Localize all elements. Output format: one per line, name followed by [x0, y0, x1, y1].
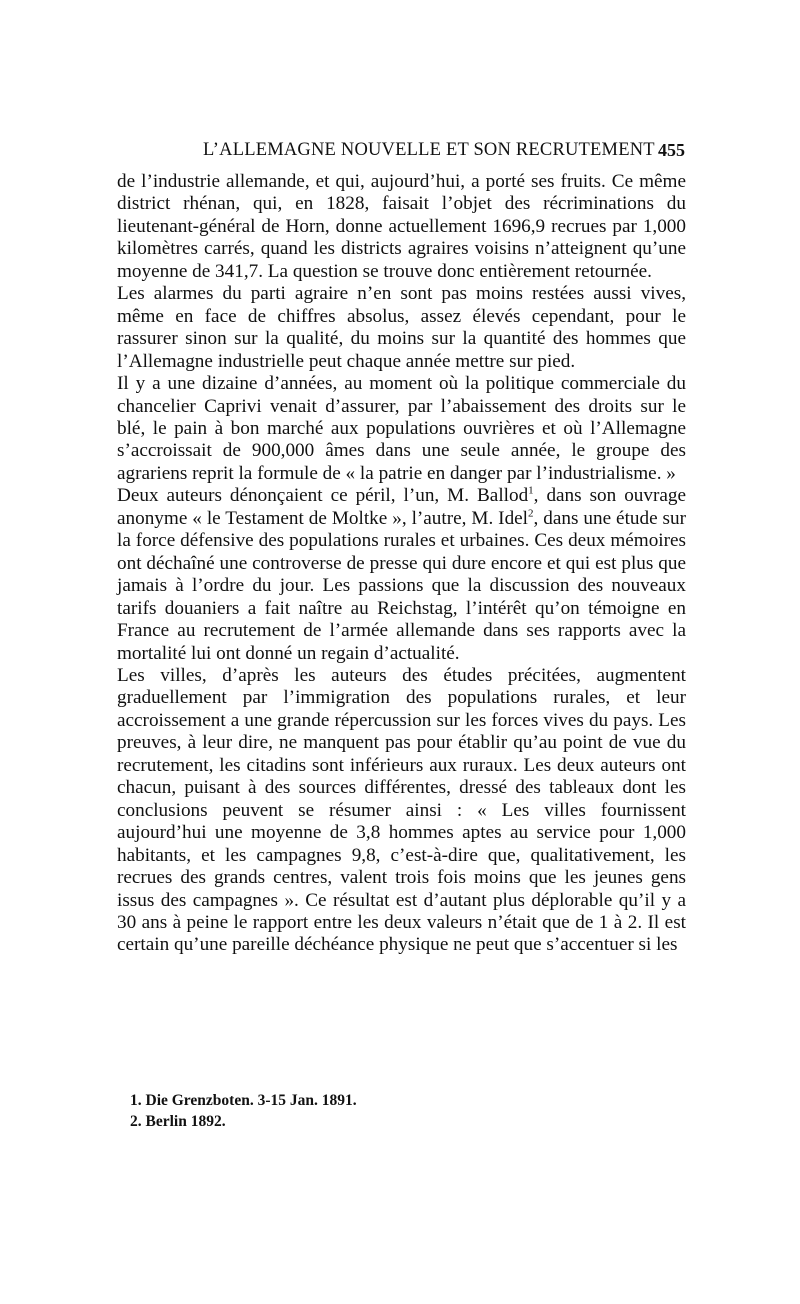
- running-head: [117, 140, 685, 166]
- paragraph: de l’industrie allemande, et qui, aujourd’hui, a porté ses fruits. Ce même district rhénan, qui, en 1828, faisait l’objet des récriminations du lieutenant-général de Horn, donne actuellement 1696,9 recrues par 1,000 kilomètres carrés, quand les districts agraires voisins n’atteignent qu’une moyenne de 341,7. La question se trouve donc entièrement retournée.: [117, 171, 686, 282]
- running-title: L’ALLEMAGNE NOUVELLE ET SON RECRUTEMENT: [203, 140, 655, 160]
- paragraph-text: , dans son ouvrage anonyme « le Testament de Moltke », l’autre, M. Idel: [117, 485, 686, 529]
- paragraph: Il y a une dizaine d’années, au moment où la politique commerciale du chancelier Caprivi venait d’assurer, par l’abaissement des droits sur le blé, le pain à bon marché aux populations ouvrières et où l’Allemagne s’accroissait de 900,000 âmes dans une seule année, le groupe des agrariens reprit la formule de « la patrie en danger par l’industrialisme. »: [117, 373, 686, 484]
- paragraph-text: Deux auteurs dénonçaient ce péril, l’un, M. Ballod: [117, 485, 529, 507]
- paragraph-ballod: [117, 485, 686, 665]
- footnote-ref-1: 1: [528, 484, 534, 497]
- body-text: [117, 171, 686, 957]
- paragraph: Les alarmes du parti agraire n’en sont pas moins restées aussi vives, même en face de chiffres absolus, assez élevés cependant, pour le rassurer sinon sur la qualité, du moins sur la quantité des hommes que l’Allemagne industrielle peut chaque année mettre sur pied.: [117, 283, 686, 372]
- footnotes: [130, 1090, 670, 1132]
- footnote-ref-2: 2: [528, 507, 534, 520]
- paragraph: Les villes, d’après les auteurs des études précitées, augmentent graduellement par l’immigration des populations rurales, et leur accroissement a une grande répercussion sur les forces vives du pays. Les preuves, à leur dire, ne manquent pas pour établir qu’au point de vue du recrutement, les citadins sont inférieurs aux ruraux. Les deux auteurs ont chacun, puisant à des sources différentes, dressé des tableaux dont les conclusions peuvent se résumer ainsi : « Les villes fournissent aujourd’hui une moyenne de 3,8 hommes aptes au service pour 1,000 habitants, et les campagnes 9,8, c’est-à-dire que, qualitativement, les recrues des grands centres, valent trois fois moins que les jeunes gens issus des campagnes ». Ce résultat est d’autant plus déplorable qu’il y a 30 ans à peine le rapport entre les deux valeurs n’était que de 1 à 2. Il est certain qu’une pareille déchéance physique ne peut que s’accentuer si les: [117, 664, 686, 956]
- footnote-2: 2. Berlin 1892.: [130, 1113, 226, 1130]
- footnote-1: 1. Die Grenzboten. 3-15 Jan. 1891.: [130, 1092, 357, 1109]
- page-number: 455: [658, 140, 685, 160]
- paragraph-text: , dans une étude sur la force défensive des populations rurales et urbaines. Ces deux mémoires ont déchaîné une controverse de presse qui dure encore et qui est plus que jamais à l’ordre du jour. Les passions que la discussion des nouveaux tarifs douaniers a fait naître au Reichstag, l’intérêt qu’on témoigne en France au recrutement de l’armée allemande dans ses rapports avec la mortalité lui ont donné un regain d’actualité.: [117, 507, 686, 664]
